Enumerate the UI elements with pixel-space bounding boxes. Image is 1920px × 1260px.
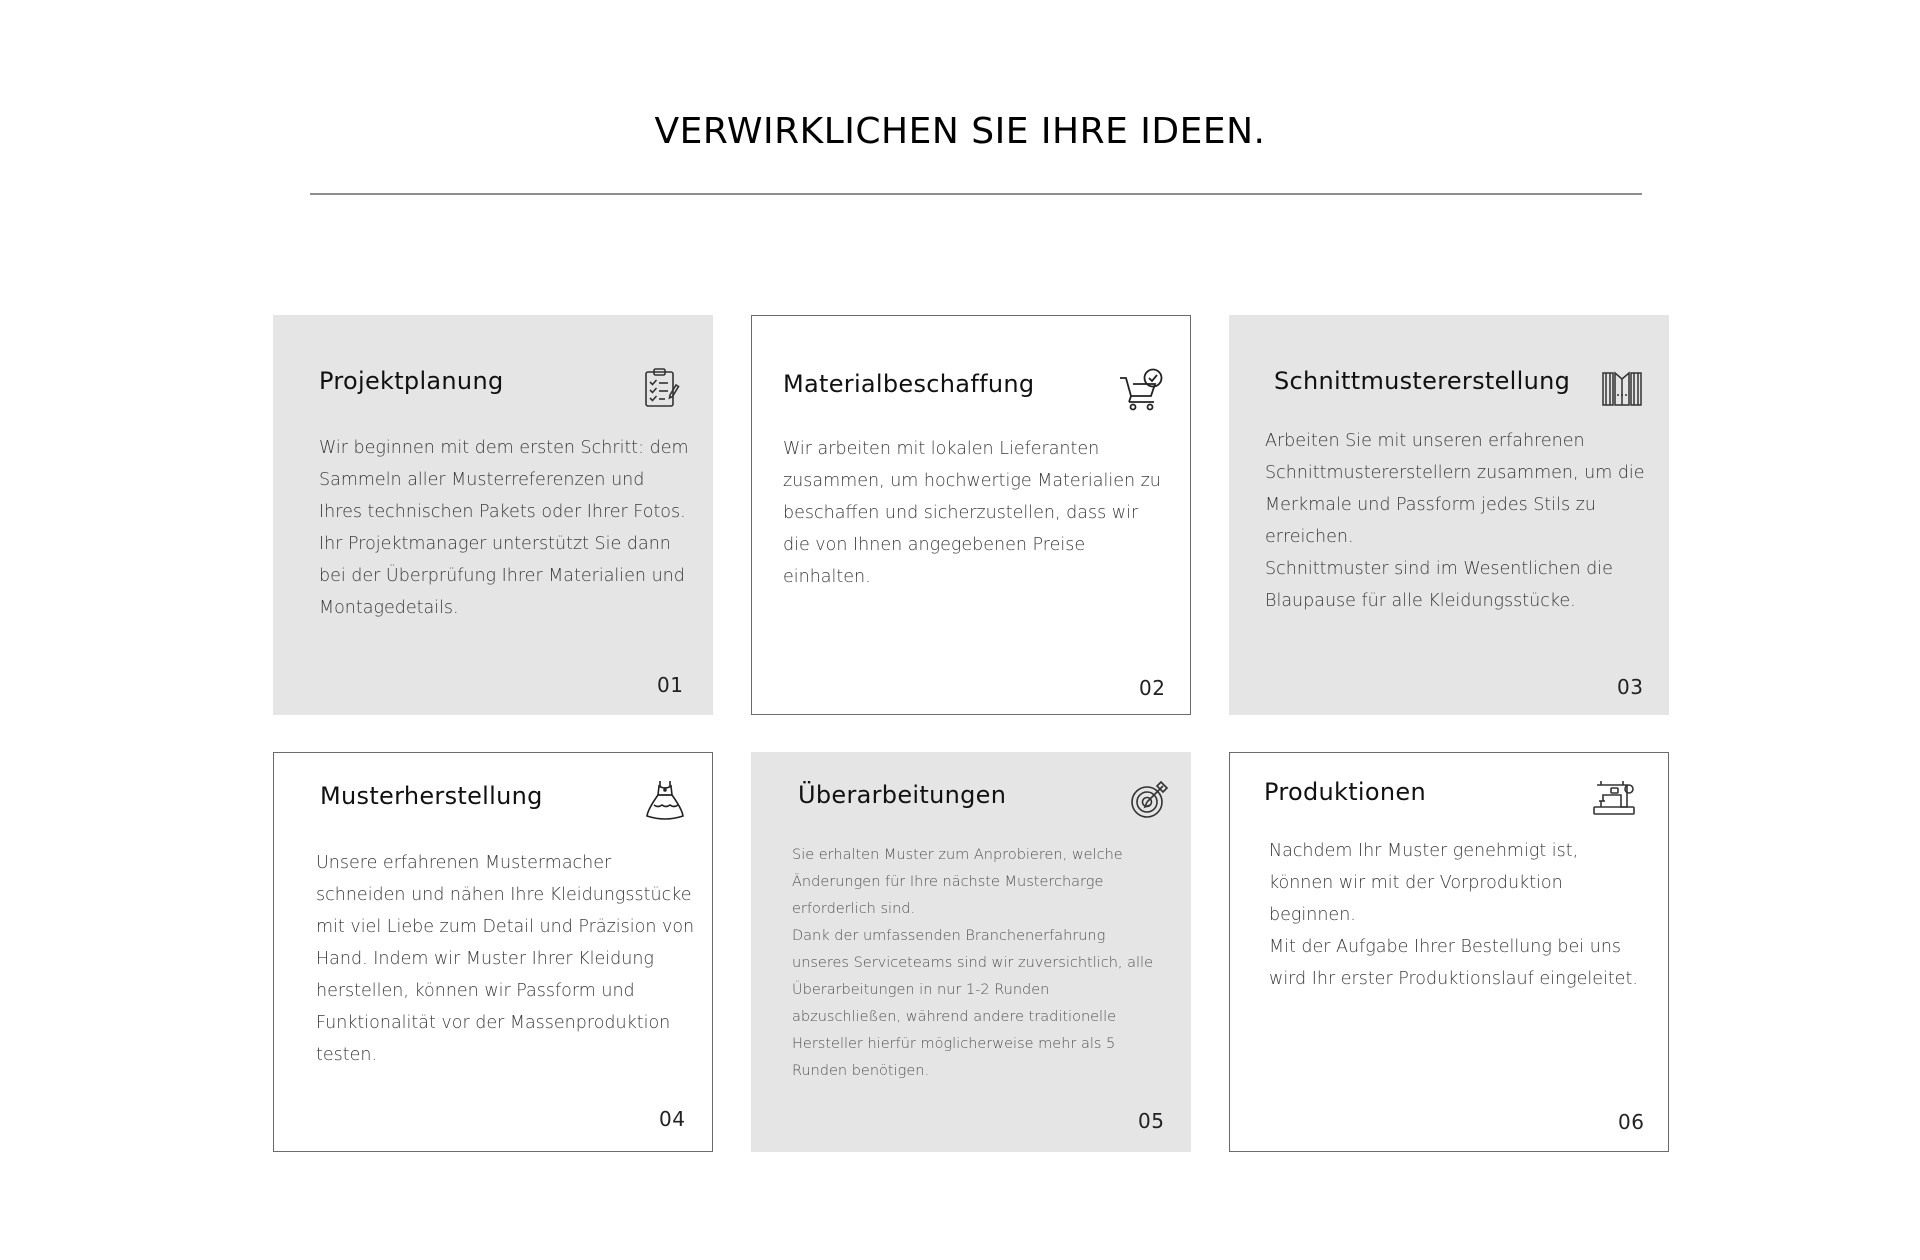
card-description <box>783 433 1163 593</box>
card-description <box>1269 835 1644 995</box>
card-paragraph: Nachdem Ihr Muster genehmigt ist, können wir mit der Vorproduktion beginnen. <box>1269 841 1579 925</box>
card-paragraph: Wir arbeiten mit lokalen Lieferanten zusammen, um hochwertige Materialien zu beschaffen und sicherzustellen, dass wir die von Ihnen angegebenen Preise einhalten. <box>783 439 1161 587</box>
card-number: 01 <box>657 673 684 697</box>
card-projektplanung <box>273 315 713 715</box>
card-description <box>792 842 1157 1085</box>
card-description <box>316 847 701 1071</box>
cart-check-icon <box>1118 366 1164 412</box>
card-title: Überarbeitungen <box>798 781 1007 809</box>
card-paragraph: Arbeiten Sie mit unseren erfahrenen Schnittmustererstellern zusammen, um die Merkmale und Passform jedes Stils zu erreichen. <box>1265 431 1645 547</box>
card-paragraph: Mit der Aufgabe Ihrer Bestellung bei uns wird Ihr erster Produktionslauf eingeleitet. <box>1269 937 1638 989</box>
card-title: Projektplanung <box>319 367 504 395</box>
card-ueberarbeitungen <box>751 752 1191 1152</box>
card-title: Schnittmustererstellung <box>1274 367 1571 395</box>
section-divider <box>310 193 1642 195</box>
card-number: 02 <box>1139 676 1166 700</box>
card-paragraph: Unsere erfahrenen Mustermacher schneiden und nähen Ihre Kleidungsstücke mit viel Liebe zum Detail und Präzision von Hand. Indem wir Muster Ihrer Kleidung herstellen, können wir Passform und Funktionalität vor der Massenproduktion testen. <box>316 853 695 1065</box>
card-paragraph: Wir beginnen mit dem ersten Schritt: dem Sammeln aller Musterreferenzen und Ihres technischen Pakets oder Ihrer Fotos. Ihr Projektmanager unterstützt Sie dann bei der Überprüfung Ihrer Materialien und Montagedetails. <box>319 438 689 618</box>
pattern-jacket-icon <box>1599 365 1645 411</box>
card-title: Materialbeschaffung <box>783 370 1035 398</box>
card-number: 05 <box>1138 1109 1165 1133</box>
card-number: 06 <box>1618 1110 1645 1134</box>
dress-icon <box>642 777 688 823</box>
card-schnittmustererstellung <box>1229 315 1669 715</box>
card-paragraph: Sie erhalten Muster zum Anprobieren, welche Änderungen für Ihre nächste Mustercharge erforderlich sind. <box>792 847 1123 917</box>
card-number: 04 <box>659 1107 686 1131</box>
card-produktionen <box>1229 752 1669 1152</box>
target-pencil-icon <box>1127 776 1173 822</box>
checklist-icon <box>637 365 683 411</box>
card-materialbeschaffung <box>751 315 1191 715</box>
card-paragraph: Schnittmuster sind im Wesentlichen die Blaupause für alle Kleidungsstücke. <box>1265 559 1613 611</box>
card-paragraph: Dank der umfassenden Branchenerfahrung unseres Serviceteams sind wir zuversichtlich, alle Überarbeitungen in nur 1-2 Runden abzuschließen, während andere traditionelle Hersteller hierfür möglicherweise mehr als 5 Runden benötigen. <box>792 928 1153 1079</box>
card-description <box>1265 425 1655 617</box>
card-number: 03 <box>1617 675 1644 699</box>
section-title: VERWIRKLICHEN SIE IHRE IDEEN. <box>654 111 1266 152</box>
sewing-machine-icon <box>1591 775 1637 821</box>
card-title: Produktionen <box>1264 778 1426 806</box>
card-musterherstellung <box>273 752 713 1152</box>
card-description <box>319 432 689 624</box>
card-title: Musterherstellung <box>320 782 543 810</box>
